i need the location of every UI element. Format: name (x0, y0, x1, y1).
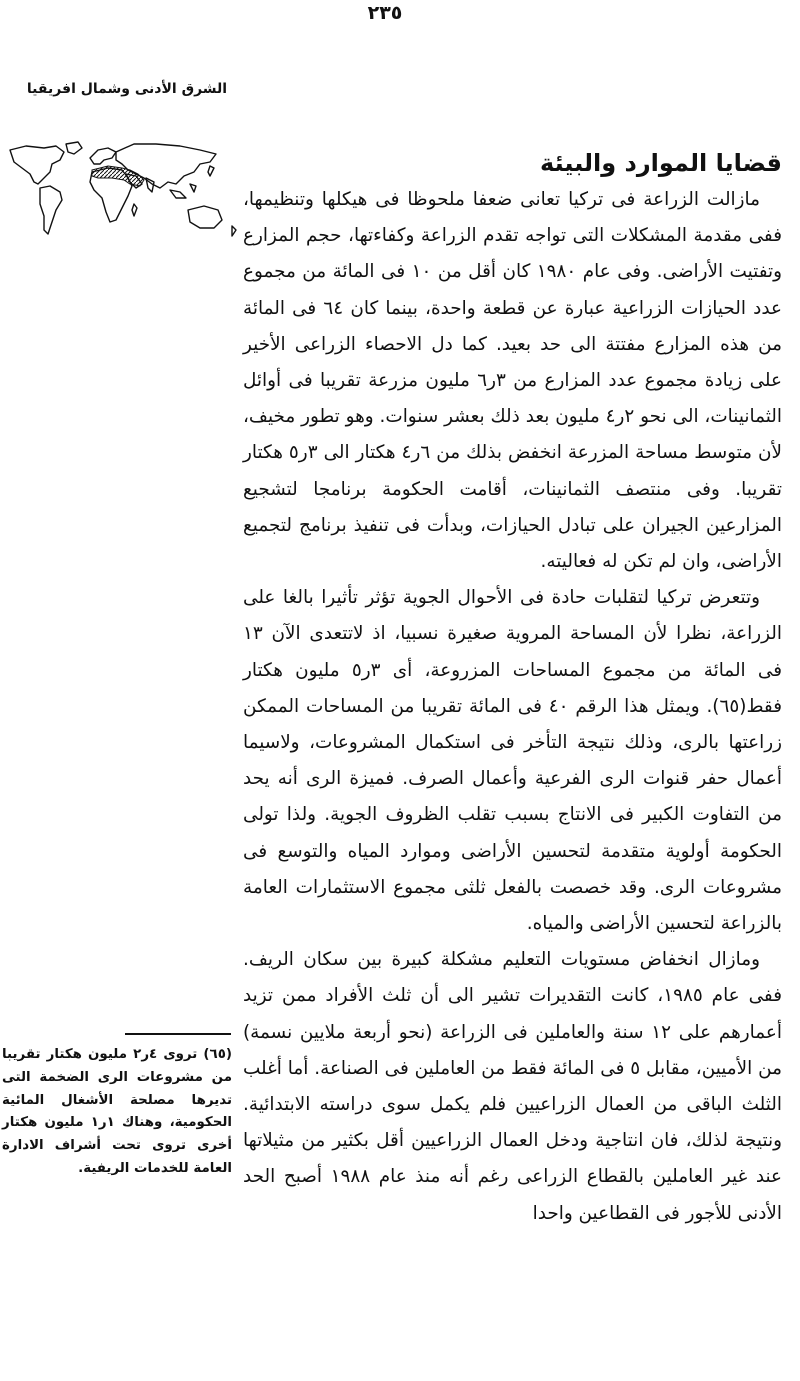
region-label: الشرق الأدنى وشمال افريقيا (26, 81, 228, 97)
paragraph: مازالت الزراعة فى تركيا تعانى ضعفا ملحوظا فى هيكلها وتنظيمها، ففى مقدمة المشكلات التى تواجه تقدم الزراعة وكفاءتها، حجم المزارع وتفتيت الأراضى. وفى عام ١٩٨٠ كان أقل من ١٠ فى المائة من مجموع عدد الحيازات الزراعية عبارة عن قطعة واحدة، بينما كان ٦٤ فى المائة من هذه المزارع مفتتة الى حد بعيد. كما دل الاحصاء الزراعى الأخير على زيادة مجموع عدد المزارع من ٣ر٦ مليون مزرعة تقريبا فى أوائل الثمانينات، الى نحو ٢ر٤ مليون بعد ذلك بعشر سنوات. وهو تطور مخيف، لأن متوسط مساحة المزرعة انخفض بذلك من ٦ر٤ هكتار الى ٣ر٥ هكتار تقريبا. وفى منتصف الثمانينات، أقامت الحكومة برنامجا لتشجيع المزارعين الجيران على تبادل الحيازات، وبدأت فى تنفيذ برنامج لتجميع الأراضى، وان لم تكن له فعاليته. (243, 189, 783, 573)
paragraph: وتتعرض تركيا لتقلبات حادة فى الأحوال الجوية تؤثر تأثيرا بالغا على الزراعة، نظرا لأن المساحة المروية صغيرة نسبيا، اذ لاتتعدى الآن ١٣ فى المائة من مجموع المساحات المزروعة، أى ٣ر٥ مليون هكتار فقط(٦٥). ويمثل هذا الرقم ٤٠ فى المائة تقريبا من المساحات الممكن زراعتها بالرى، وذلك نتيجة التأخر فى استكمال المشروعات، ولاسيما أعمال حفر قنوات الرى الفرعية وأعمال الصرف. فميزة الرى أنه يحد من التفاوت الكبير فى الانتاج بسبب تقلب الظروف الجوية. ولذا تولى الحكومة أولوية متقدمة لتحسين الأراضى وموارد المياه والتوسع فى مشروعات الرى. وقد خصصت بالفعل ثلثى مجموع الاستثمارات العامة بالزراعة لتحسين الأراضى والمياه. (243, 587, 783, 935)
paragraph: ومازال انخفاض مستويات التعليم مشكلة كبيرة بين سكان الريف. ففى عام ١٩٨٥، كانت التقديرات تشير الى أن ثلث الأفراد ممن تزيد أعمارهم على ١٢ سنة والعاملين فى الزراعة (نحو أربعة ملايين نسمة) من الأميين، مقابل ٥ فى المائة فقط من العاملين فى الصناعة. أما أغلب الثلث الباقى من العمال الزراعيين فلم يكمل سوى دراسته الابتدائية. ونتيجة لذلك، فان انتاجية ودخل العمال الزراعيين أقل بكثير من مثيلاتها عند غير العاملين بالقطاع الزراعى رغم أنه منذ عام ١٩٨٨ أصبح الحد الأدنى للأجور فى القطاعين واحدا (243, 949, 782, 1224)
world-map-icon (4, 138, 244, 258)
section-heading: قضايا الموارد والبيئة (540, 149, 782, 177)
footnote: (٦٥) تروى ٤ر٢ مليون هكتار تقريبا من مشروعات الرى الضخمة التى تديرها مصلحة الأشغال المائية الحكومية، وهناك ١ر١ مليون هكتار أخرى تروى تحت أشراف الادارة العامة للخدمات الريفية. (2, 1047, 232, 1176)
page-number: ٢٣٥ (367, 2, 403, 24)
main-article (243, 146, 782, 1232)
footnote-divider (125, 1033, 231, 1035)
